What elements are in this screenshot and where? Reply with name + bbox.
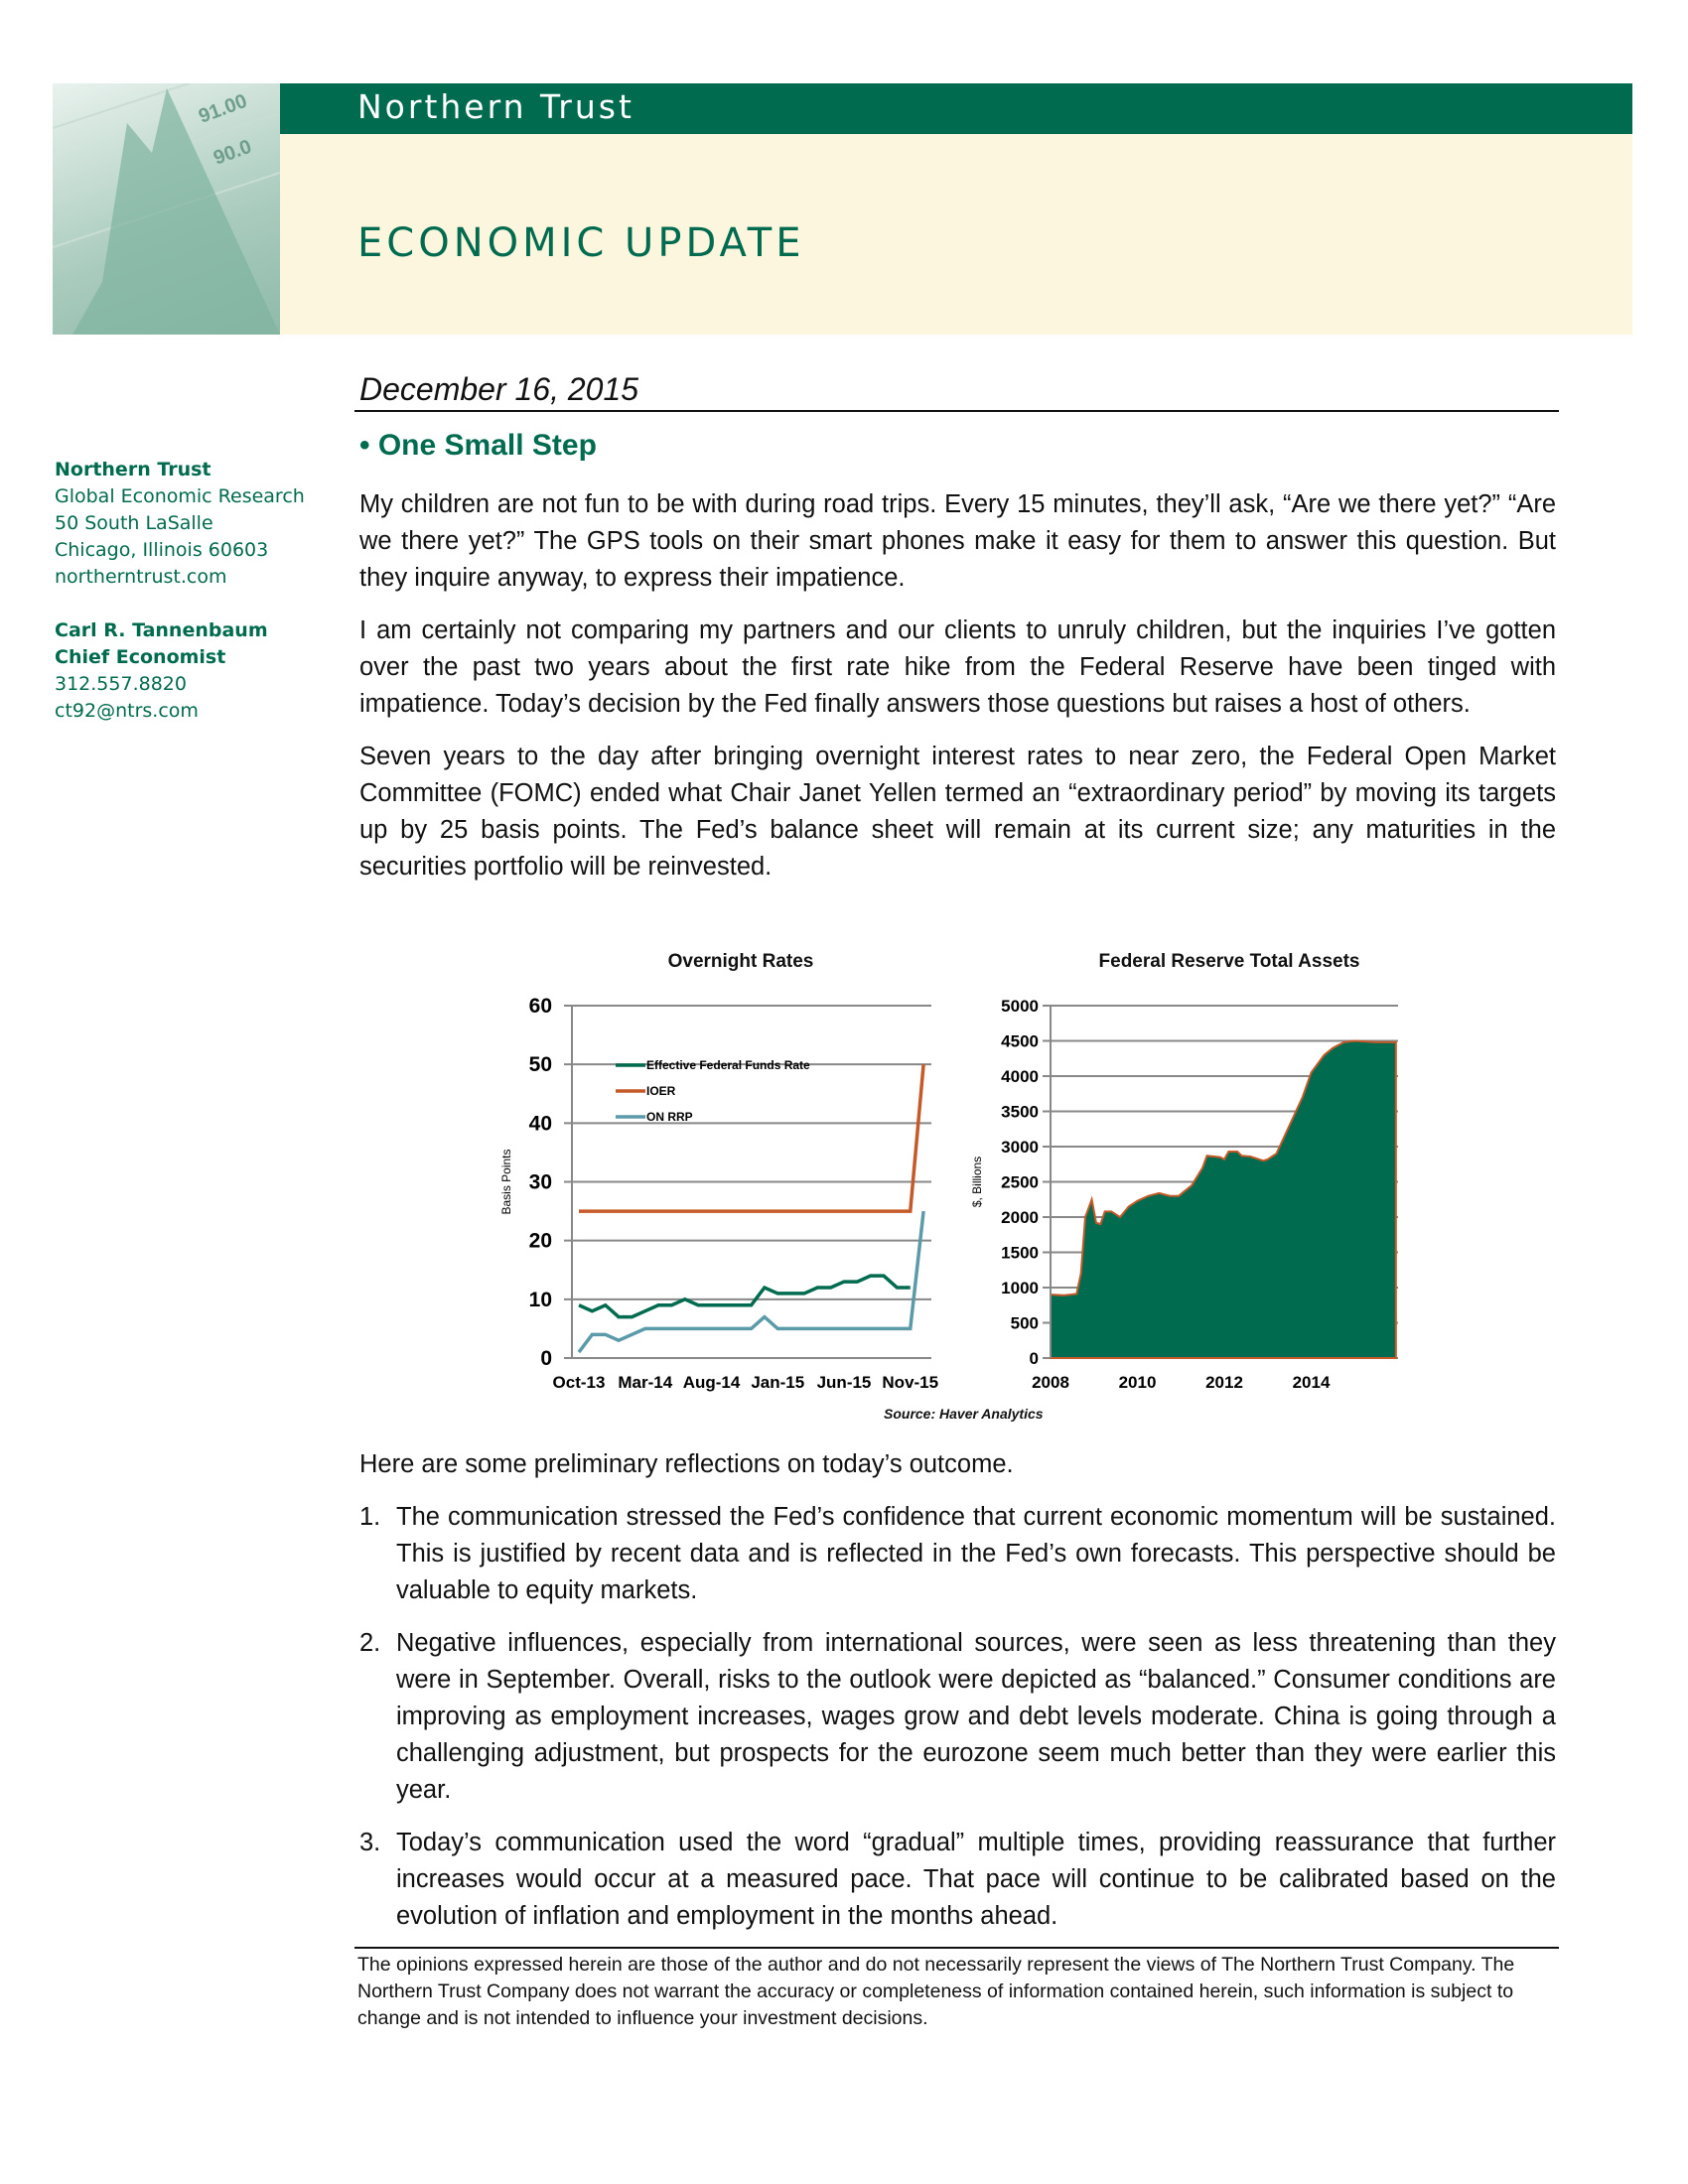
y-tick-label: 1500 [1001,1243,1039,1263]
series-line-on-rrp [579,1211,923,1352]
article-intro [359,486,1556,901]
y-tick-label: 1000 [1001,1279,1039,1297]
paragraph: I am certainly not comparing my partners and our clients to unruly children, but the inquiries I’ve gotten over the past two years about the first rate hike from the Federal Reserve have been tinged with impatience. Today’s decision by the Fed finally answers those questions but raises a host of others. [359,616,1556,718]
y-tick-label: 2000 [1001,1208,1039,1227]
y-tick-label: 10 [528,1288,552,1311]
list-text: Negative influences, especially from international sources, were seen as less threatening than they were in September. Overall, risks to the outlook were depicted as “balanced.” Consumer conditions are improving as employment increases, wages grow and debt levels moderate. China is going through a challenging adjustment, but prospects for the eurozone seem much better than they were earlier this year. [396,1629,1556,1804]
department: Global Economic Research [55,485,305,507]
paragraph: Seven years to the day after bringing overnight interest rates to near zero, the Federal Open Market Committee (FOMC) ended what Chair Janet Yellen termed an “extraordinary period” by moving its targets up by 25 basis points. The Fed’s balance sheet will remain at its current size; any maturities in the securities portfolio will be reinvested. [359,743,1556,881]
y-axis-label: Basis Points [499,1149,513,1215]
y-tick-label: 0 [1029,1349,1039,1368]
brand-name: Northern Trust [357,87,634,126]
reflections-list [359,1499,1556,1935]
list-item [359,1625,1556,1809]
y-tick-label: 3500 [1001,1102,1039,1122]
y-tick-label: 5000 [1001,997,1039,1016]
author-title: Chief Economist [55,646,226,668]
fed-assets-chart [953,983,1420,1400]
list-number: 1. [359,1503,381,1531]
y-tick-label: 3000 [1001,1138,1039,1157]
legend-label: ON RRP [646,1110,693,1124]
image-number: 91.00 [196,89,250,128]
list-item [359,1499,1556,1609]
chart-title-rates: Overnight Rates [667,951,814,972]
image-number: 90.0 [211,135,255,170]
y-tick-label: 0 [540,1347,552,1370]
address-line: 50 South LaSalle [55,512,213,534]
org-name: Northern Trust [55,459,211,480]
x-tick-label: Nov-15 [882,1373,939,1392]
list-item [359,1825,1556,1935]
y-tick-label: 50 [528,1053,552,1077]
series-line-effective-federal-funds-rate [579,1276,911,1316]
x-tick-label: Jan-15 [751,1373,805,1392]
chart-graphic-icon [53,83,280,335]
y-tick-label: 2500 [1001,1172,1039,1192]
article-reflections [359,1446,1556,1951]
x-tick-label: 2010 [1118,1373,1157,1392]
sidebar-contact [55,457,305,725]
overnight-rates-chart [487,983,953,1400]
paragraph: Here are some preliminary reflections on today’s outcome. [359,1450,1014,1478]
x-tick-label: 2014 [1292,1373,1331,1392]
bullet-icon: • [359,429,378,462]
header-chart-image [53,83,280,335]
y-tick-label: 20 [528,1229,552,1253]
x-tick-label: Oct-13 [552,1373,606,1392]
list-number: 2. [359,1629,381,1657]
website-link[interactable]: northerntrust.com [55,566,227,588]
email-link[interactable]: ct92@ntrs.com [55,700,199,722]
x-tick-label: Aug-14 [682,1373,741,1392]
publication-title: ECONOMIC UPDATE [357,220,805,266]
y-tick-label: 60 [528,995,552,1018]
chart-title-assets: Federal Reserve Total Assets [1098,951,1360,972]
x-tick-label: 2008 [1032,1373,1069,1392]
x-tick-label: Jun-15 [816,1373,872,1392]
chart-source: Source: Haver Analytics [884,1406,1044,1422]
x-tick-label: 2012 [1205,1373,1243,1392]
report-date: December 16, 2015 [359,371,639,407]
disclaimer: The opinions expressed herein are those of the author and do not necessarily represent the views of The Northern Trust Company. The Northern Trust Company does not warrant the accuracy or completeness of information contained herein, such information is subject to change and is not intended to influence your investment decisions. [357,1954,1515,2029]
x-tick-label: Mar-14 [618,1373,673,1392]
footer-divider [354,1947,1559,1949]
paragraph: My children are not fun to be with during road trips. Every 15 minutes, they’ll ask, “Are we there yet?” “Are we there yet?” The GPS tools on their smart phones make it easy for them to answer this question. But they inquire anyway, to express their impatience. [359,490,1556,592]
series-line-ioer [579,1064,923,1211]
article-heading [359,429,597,463]
author-name: Carl R. Tannenbaum [55,619,268,641]
y-axis-label: $, Billions [970,1156,984,1208]
y-tick-label: 40 [528,1112,552,1136]
y-tick-label: 500 [1010,1313,1039,1333]
list-text: Today’s communication used the word “gradual” multiple times, providing reassurance that further increases would occur at a measured pace. That pace will continue to be calibrated based on the evolution of inflation and employment in the months ahead. [396,1829,1556,1930]
phone-number: 312.557.8820 [55,673,187,695]
y-tick-label: 30 [528,1170,552,1194]
y-tick-label: 4000 [1001,1067,1039,1086]
legend-label: Effective Federal Funds Rate [646,1058,810,1072]
legend-label: IOER [646,1084,676,1098]
heading-text: One Small Step [377,429,597,462]
date-divider [354,410,1559,412]
address-line: Chicago, Illinois 60603 [55,539,269,561]
list-number: 3. [359,1829,381,1856]
y-tick-label: 4500 [1001,1031,1039,1051]
assets-area [1051,1041,1396,1359]
list-text: The communication stressed the Fed’s confidence that current economic momentum will be sustained. This is justified by recent data and is reflected in the Fed’s own forecasts. This perspective should be valuable to equity markets. [396,1503,1556,1604]
